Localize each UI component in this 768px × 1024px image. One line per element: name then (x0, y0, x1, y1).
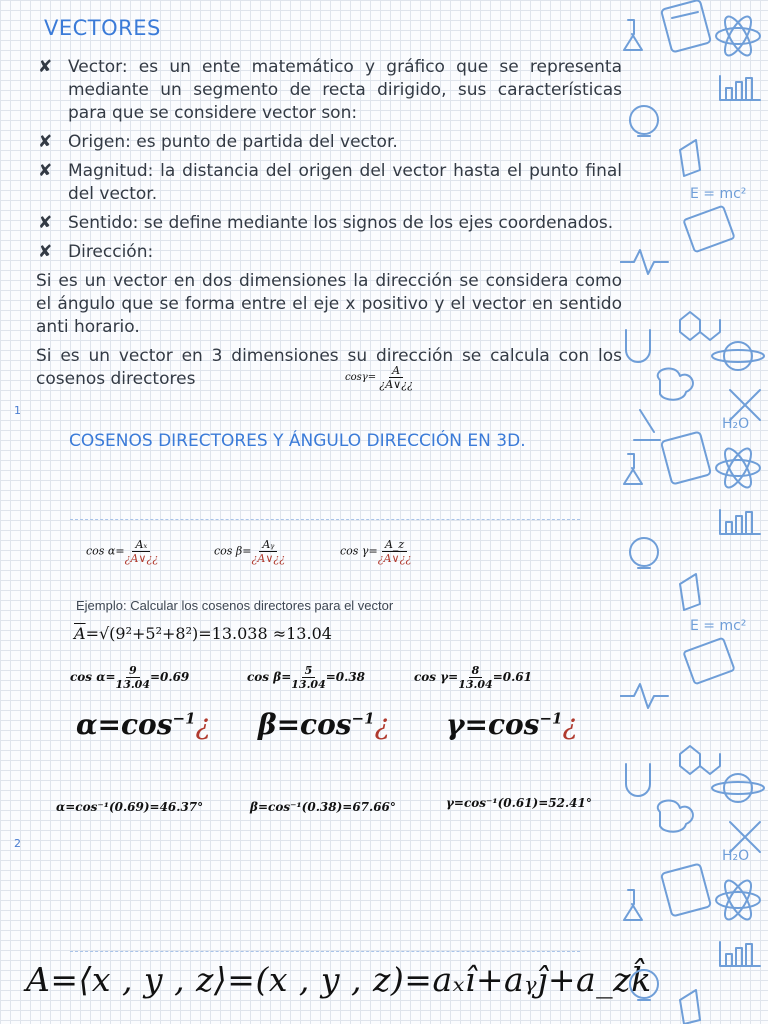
x-mark-icon: ✘ (38, 161, 53, 181)
calculator-icon (661, 0, 711, 52)
cos-gamma-value: cos γ= $\frac{8}{13.04}$ =0.61 (414, 664, 532, 691)
formula-doodle: E = mc² (690, 186, 747, 202)
formula-doodle: H₂O (722, 848, 750, 864)
bar-chart-icon (720, 942, 760, 966)
divider (70, 951, 580, 952)
page-number: 2 (14, 837, 21, 850)
paragraph: Si es un vector en 3 dimensiones su dirección se calcula con los cosenos directores (36, 346, 622, 389)
rocket-icon (680, 140, 700, 176)
science-doodle-border (620, 0, 768, 1024)
lightbulb-icon (630, 538, 658, 568)
magnet-icon (626, 330, 650, 362)
microscope-icon (634, 410, 660, 440)
inline-formula: cosγ= $\frac{A}{¿A\vee¿¿}$ (345, 364, 413, 391)
flask-icon (624, 454, 642, 484)
example-text: Ejemplo: Calcular los cosenos directores para el vector (76, 598, 394, 613)
book-icon (683, 638, 734, 684)
book-icon (683, 206, 734, 252)
bullet-text: Dirección: (68, 242, 154, 262)
bullet-item (36, 212, 622, 235)
formula-doodle: H₂O (722, 416, 750, 432)
atom-icon (716, 877, 760, 923)
hexagon-molecule-icon (680, 312, 720, 340)
bullet-item (36, 241, 622, 264)
alpha-result: α=cos⁻¹(0.69)=46.37° (56, 800, 204, 814)
planet-icon (712, 342, 764, 370)
paragraph: Si es un vector en dos dimensiones la dirección se considera como el ángulo que se forma entre el eje x positivo y el vector en sentido anti horario. (36, 271, 622, 337)
rocket-icon (680, 574, 700, 610)
cos-beta-definition: cos β= $\frac{\text{Aᵧ}}{¿A\vee¿¿}$ (214, 538, 286, 565)
brain-icon (658, 368, 693, 399)
rocket-icon (680, 990, 700, 1024)
page-title: VECTORES (44, 16, 161, 40)
section-subtitle: COSENOS DIRECTORES Y ÁNGULO DIRECCIÓN EN 3D. (69, 431, 526, 451)
hexagon-molecule-icon (680, 746, 720, 774)
cos-gamma-definition: cos γ= $\frac{A\_z}{¿A\vee¿¿}$ (340, 538, 412, 565)
beta-result: β=cos⁻¹(0.38)=67.66° (250, 800, 396, 814)
inverse-gamma: $\gamma=\cos^{-1}¿$ (446, 708, 578, 741)
bar-chart-icon (720, 510, 760, 534)
calculator-icon (661, 432, 711, 485)
bullet-item (36, 160, 622, 206)
cos-beta-value: cos β= $\frac{5}{13.04}$ =0.38 (247, 664, 366, 691)
bullet-text: Sentido: se define mediante los signos de los ejes coordenados. (68, 213, 614, 233)
gamma-result: γ=cos⁻¹(0.61)=52.41° (446, 796, 592, 810)
bullet-item (36, 56, 622, 125)
magnitude-formula: $\overline{A}=√(9^2+5^2+8^2)=13.038 \approx 13.04$ (74, 624, 332, 643)
page-number: 1 (14, 404, 21, 417)
lightbulb-icon (630, 106, 658, 136)
x-mark-icon: ✘ (38, 213, 53, 233)
cos-alpha-value: cos α= $\frac{9}{13.04}$ =0.69 (70, 664, 190, 691)
bar-chart-icon (720, 76, 760, 100)
lightbulb-icon (630, 970, 658, 1000)
atom-icon (716, 13, 760, 59)
brain-icon (658, 800, 693, 831)
pulse-icon (620, 684, 668, 708)
inverse-beta: $\beta=\cos^{-1}¿$ (258, 708, 390, 741)
x-mark-icon: ✘ (38, 242, 53, 262)
bullet-item (36, 131, 622, 154)
bullet-text: Magnitud: la distancia del origen del vector hasta el punto final del vector. (68, 161, 622, 204)
pulse-icon (620, 250, 668, 274)
cos-alpha-definition: cos α= $\frac{\text{Aₓ}}{¿A\vee¿¿}$ (86, 538, 159, 565)
bullet-text: Vector: es un ente matemático y gráfico que se representa mediante un segmento de recta dirigido, sus características para que se considere vector son: (68, 57, 622, 123)
x-mark-icon: ✘ (38, 132, 53, 152)
content-body (36, 56, 622, 397)
calculator-icon (661, 864, 711, 917)
atom-icon (716, 445, 760, 491)
inverse-alpha: $\alpha=\cos^{-1}¿$ (76, 708, 211, 741)
vector-component-equation: A=⟨x , y , z⟩=(x , y , z)=aₓî+aᵧĵ+a_zk̂ (26, 960, 652, 999)
planet-icon (712, 774, 764, 802)
flask-icon (624, 20, 642, 50)
formula-doodle: E = mc² (690, 618, 747, 634)
magnet-icon (626, 764, 650, 796)
divider (70, 519, 580, 520)
bullet-text: Origen: es punto de partida del vector. (68, 132, 398, 152)
x-mark-icon: ✘ (38, 57, 53, 77)
flask-icon (624, 890, 642, 920)
